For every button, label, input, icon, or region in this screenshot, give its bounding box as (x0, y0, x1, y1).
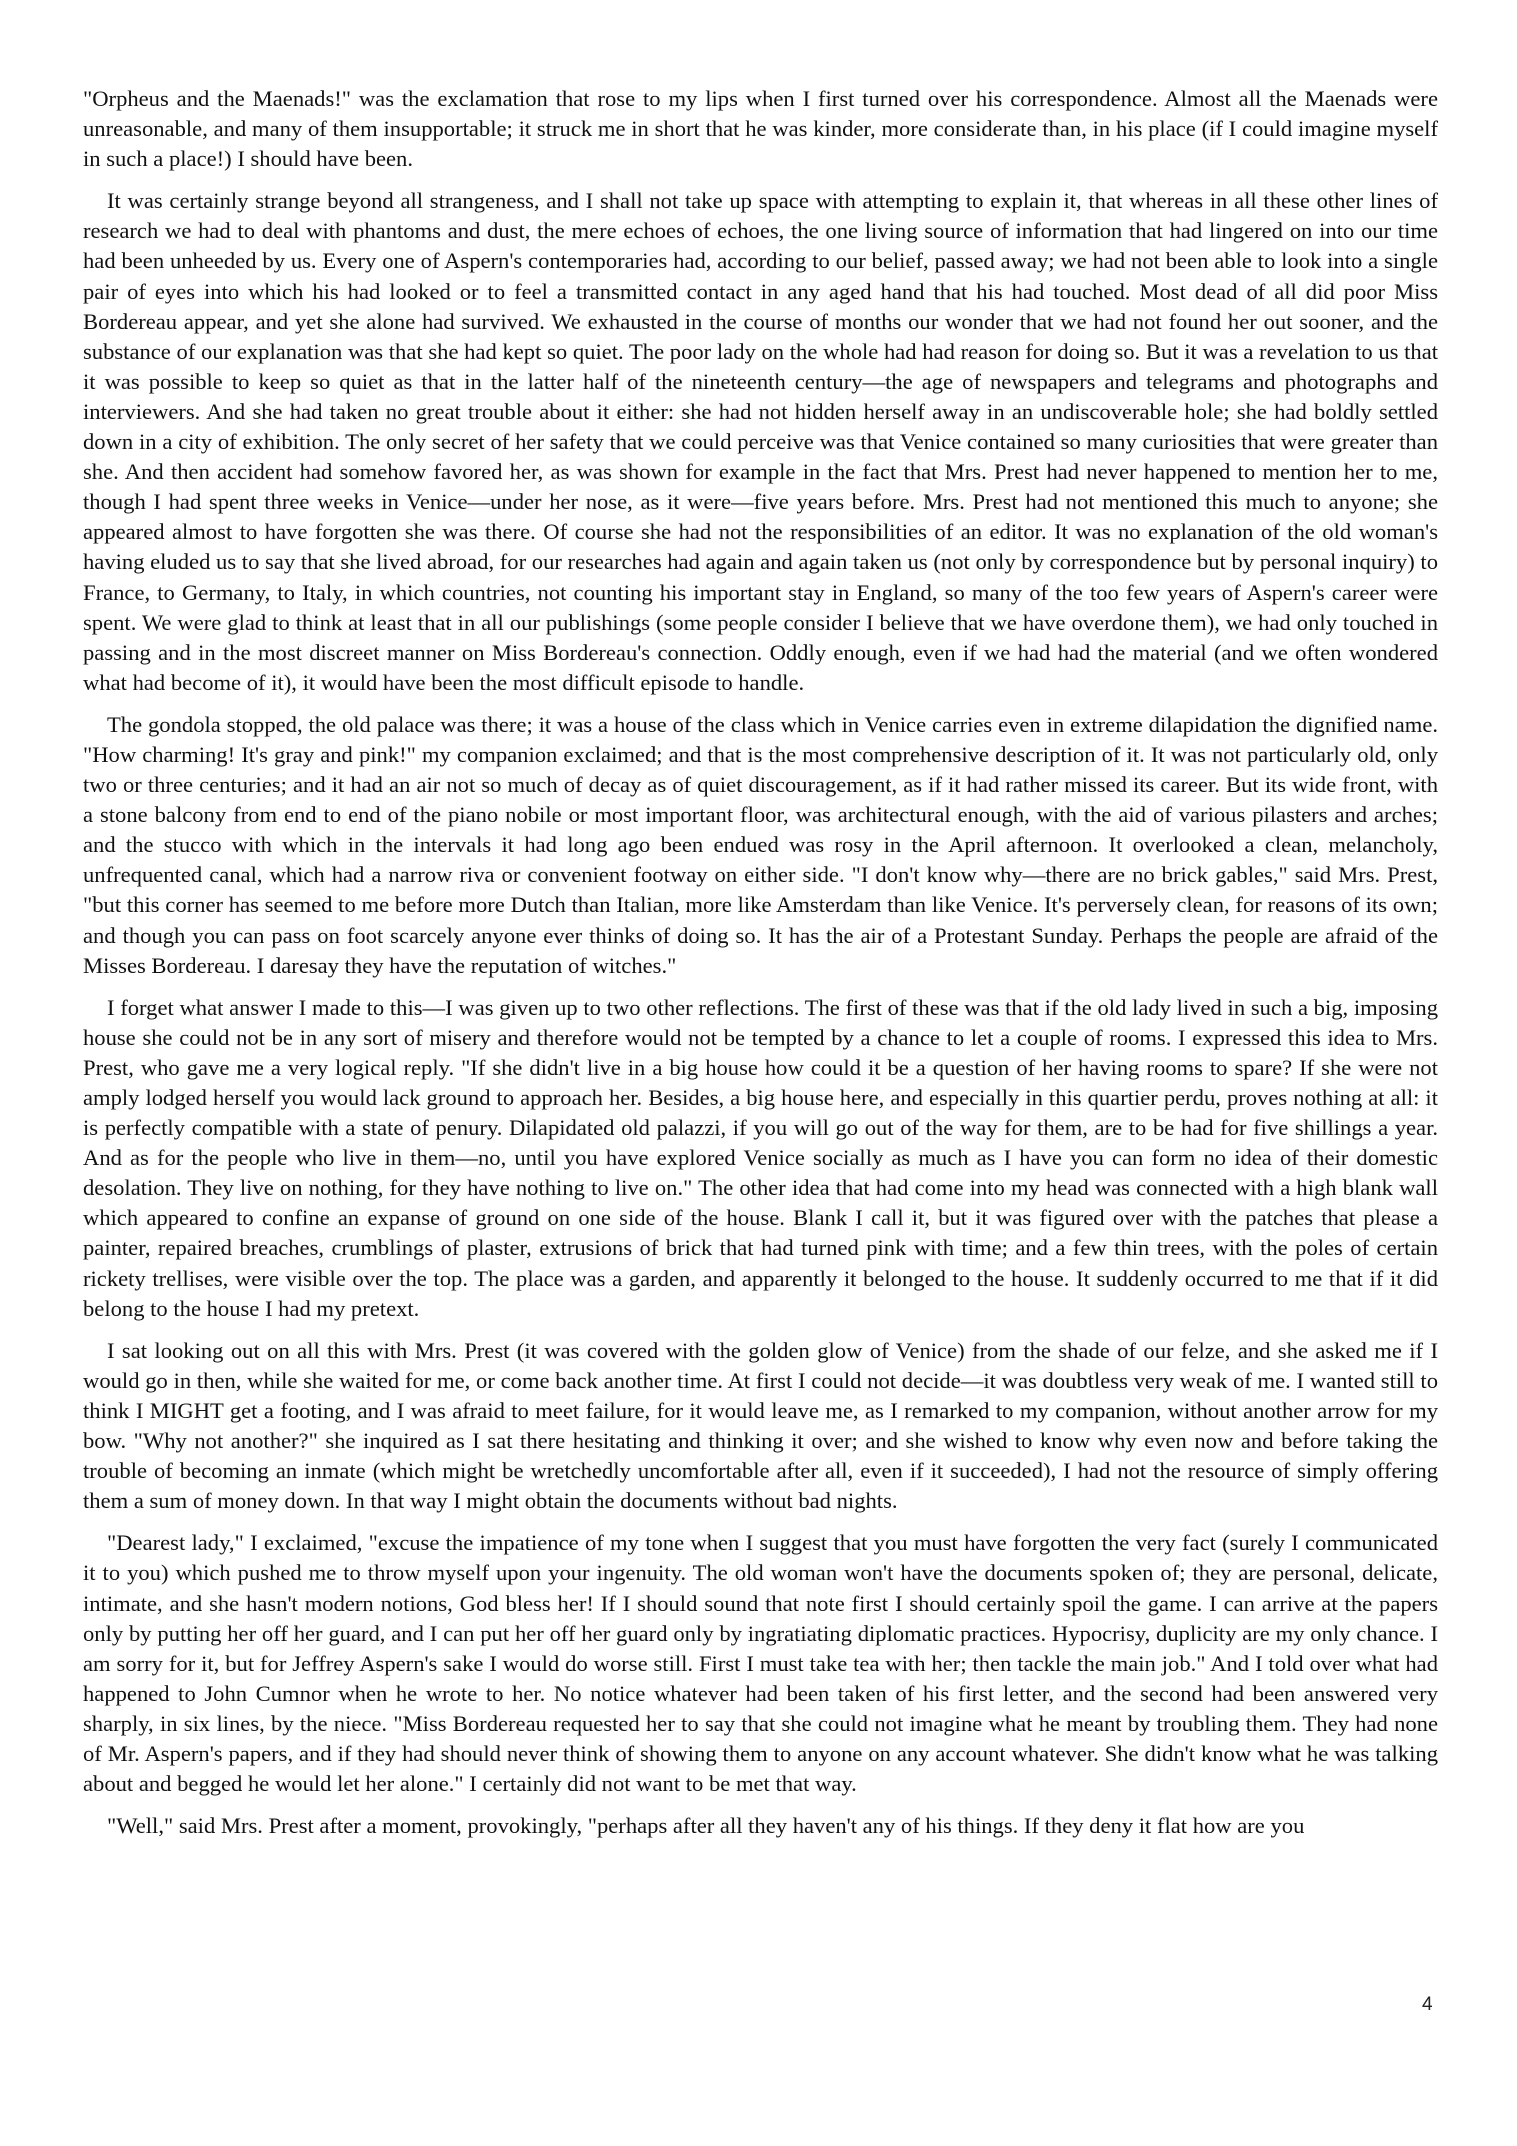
paragraph-2: It was certainly strange beyond all strangeness, and I shall not take up space with attempting to explain it, that whereas in all these other lines of research we had to deal with phantoms and dust, the mere echoes of echoes, the one living source of information that had lingered on into our time had been unheeded by us. Every one of Aspern's contemporaries had, according to our belief, passed away; we had not been able to look into a single pair of eyes into which his had looked or to feel a transmitted contact in any aged hand that his had touched. Most dead of all did poor Miss Bordereau appear, and yet she alone had survived. We exhausted in the course of months our wonder that we had not found her out sooner, and the substance of our explanation was that she had kept so quiet. The poor lady on the whole had had reason for doing so. But it was a revelation to us that it was possible to keep so quiet as that in the latter half of the nineteenth century—the age of newspapers and telegrams and photographs and interviewers. And she had taken no great trouble about it either: she had not hidden herself away in an undiscoverable hole; she had boldly settled down in a city of exhibition. The only secret of her safety that we could perceive was that Venice contained so many curiosities that were greater than she. And then accident had somehow favored her, as was shown for example in the fact that Mrs. Prest had never happened to mention her to me, though I had spent three weeks in Venice—under her nose, as it were—five years before. Mrs. Prest had not mentioned this much to anyone; she appeared almost to have forgotten she was there. Of course she had not the responsibilities of an editor. It was no explanation of the old woman's having eluded us to say that she lived abroad, for our researches had again and again taken us (not only by correspondence but by personal inquiry) to France, to Germany, to Italy, in which countries, not counting his important stay in England, so many of the too few years of Aspern's career were spent. We were glad to think at least that in all our publishings (some people consider I believe that we have overdone them), we had only touched in passing and in the most discreet manner on Miss Bordereau's connection. Oddly enough, even if we had had the material (and we often wondered what had become of it), it would have been the most difficult episode to handle. (83, 188, 1438, 695)
paragraph-4: I forget what answer I made to this—I was given up to two other reflections. The first of these was that if the old lady lived in such a big, imposing house she could not be in any sort of misery and therefore would not be tempted by a chance to let a couple of rooms. I expressed this idea to Mrs. Prest, who gave me a very logical reply. "If she didn't live in a big house how could it be a question of her having rooms to spare? If she were not amply lodged herself you would lack ground to approach her. Besides, a big house here, and especially in this quartier perdu, proves nothing at all: it is perfectly compatible with a state of penury. Dilapidated old palazzi, if you will go out of the way for them, are to be had for five shillings a year. And as for the people who live in them—no, until you have explored Venice socially as much as I have you can form no idea of their domestic desolation. They live on nothing, for they have nothing to live on." The other idea that had come into my head was connected with a high blank wall which appeared to confine an expanse of ground on one side of the house. Blank I call it, but it was figured over with the patches that please a painter, repaired breaches, crumblings of plaster, extrusions of brick that had turned pink with time; and a few thin trees, with the poles of certain rickety trellises, were visible over the top. The place was a garden, and apparently it belonged to the house. It suddenly occurred to me that if it did belong to the house I had my pretext. (83, 994, 1438, 1321)
paragraph-5: I sat looking out on all this with Mrs. Prest (it was covered with the golden glow of Venice) from the shade of our felze, and she asked me if I would go in then, while she waited for me, or come back another time. At first I could not decide—it was doubtless very weak of me. I wanted still to think I MIGHT get a footing, and I was afraid to meet failure, for it would leave me, as I remarked to my companion, without another arrow for my bow. "Why not another?" she inquired as I sat there hesitating and thinking it over; and she wished to know why even now and before taking the trouble of becoming an inmate (which might be wretchedly uncomfortable after all, even if it succeeded), I had not the resource of simply offering them a sum of money down. In that way I might obtain the documents without bad nights. (83, 1337, 1438, 1514)
page-number: 4 (1422, 1994, 1433, 2015)
paragraph-6: "Dearest lady," I exclaimed, "excuse the impatience of my tone when I suggest that you must have forgotten the very fact (surely I communicated it to you) which pushed me to throw myself upon your ingenuity. The old woman won't have the documents spoken of; they are personal, delicate, intimate, and she hasn't modern notions, God bless her! If I should sound that note first I should certainly spoil the game. I can arrive at the papers only by putting her off her guard, and I can put her off her guard only by ingratiating diplomatic practices. Hypocrisy, duplicity are my only chance. I am sorry for it, but for Jeffrey Aspern's sake I would do worse still. First I must take tea with her; then tackle the main job." And I told over what had happened to John Cumnor when he wrote to her. No notice whatever had been taken of his first letter, and the second had been answered very sharply, in six lines, by the niece. "Miss Bordereau requested her to say that she could not imagine what he meant by troubling them. They had none of Mr. Aspern's papers, and if they had should never think of showing them to anyone on any account whatever. She didn't know what he was talking about and begged he would let her alone." I certainly did not want to be met that way. (83, 1530, 1438, 1797)
paragraph-3: The gondola stopped, the old palace was there; it was a house of the class which in Venice carries even in extreme dilapidation the dignified name. "How charming! It's gray and pink!" my companion exclaimed; and that is the most comprehensive description of it. It was not particularly old, only two or three centuries; and it had an air not so much of decay as of quiet discouragement, as if it had rather missed its career. But its wide front, with a stone balcony from end to end of the piano nobile or most important floor, was architectural enough, with the aid of various pilasters and arches; and the stucco with which in the intervals it had long ago been endued was rosy in the April afternoon. It overlooked a clean, melancholy, unfrequented canal, which had a narrow riva or convenient footway on either side. "I don't know why—there are no brick gables," said Mrs. Prest, "but this corner has seemed to me before more Dutch than Italian, more like Amsterdam than like Venice. It's perversely clean, for reasons of its own; and though you can pass on foot scarcely anyone ever thinks of doing so. It has the air of a Protestant Sunday. Perhaps the people are afraid of the Misses Bordereau. I daresay they have the reputation of witches." (83, 711, 1438, 978)
paragraph-1: "Orpheus and the Maenads!" was the exclamation that rose to my lips when I first turned over his correspondence. Almost all the Maenads were unreasonable, and many of them insupportable; it struck me in short that he was kinder, more considerate than, in his place (if I could imagine myself in such a place!) I should have been. (83, 86, 1438, 172)
paragraph-7: "Well," said Mrs. Prest after a moment, provokingly, "perhaps after all they haven't any of his things. If they deny it flat how are you (107, 1813, 1305, 1839)
document-body (83, 84, 1438, 1853)
